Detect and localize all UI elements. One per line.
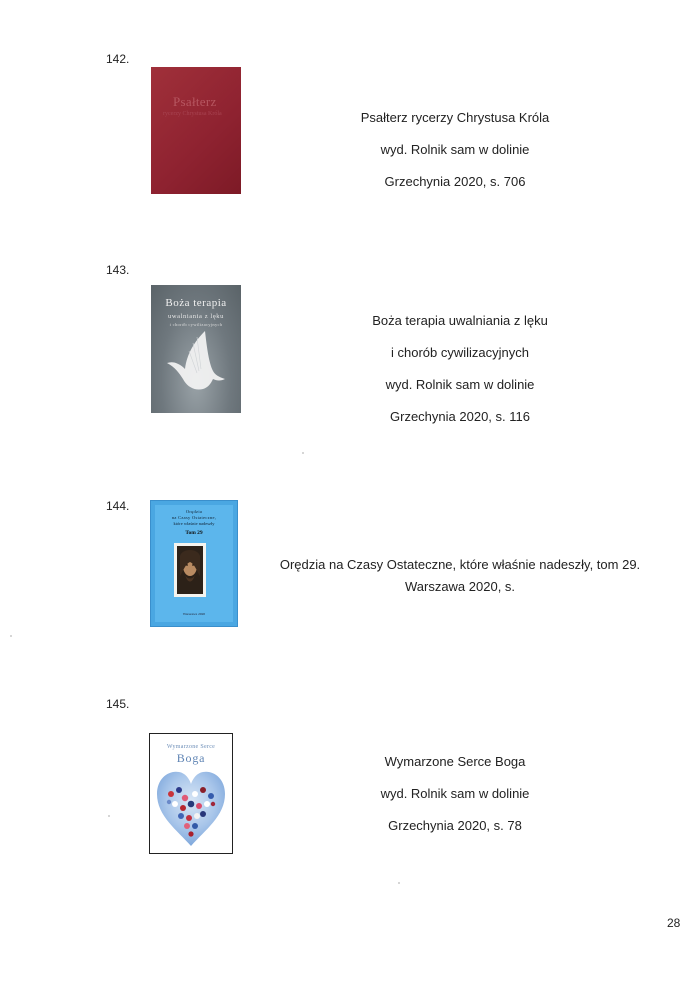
- cover-subtitle: uwalniania z lęku: [167, 313, 225, 320]
- description-title: Boża terapia uwalniania z lęku: [372, 313, 548, 328]
- description-title: Orędzia na Czasy Ostateczne, które właśnie nadeszły, tom 29.: [279, 557, 641, 572]
- scan-speck: [108, 815, 110, 817]
- entry-description-144: [270, 557, 650, 594]
- entry-number-145: 145.: [106, 697, 130, 711]
- book-cover-boza-terapia: [151, 285, 241, 413]
- book-cover-oredzia: [150, 500, 238, 627]
- description-place-year: Grzechynia 2020, s. 116: [390, 409, 530, 424]
- cover-title-2: Boga: [176, 751, 206, 765]
- page-number: 28: [667, 916, 681, 930]
- description-place-year: Grzechynia 2020, s. 706: [384, 174, 526, 189]
- cover-portrait: [174, 543, 206, 597]
- cover-title: Boża terapia: [165, 297, 227, 309]
- portrait-image: [177, 546, 203, 594]
- cover-heading-2: na Czasy Ostateczne,: [171, 515, 217, 520]
- description-publisher: wyd. Rolnik sam w dolinie: [380, 786, 530, 801]
- cover-footer: Warszawa 2020: [182, 612, 206, 616]
- book-cover-psalterz: [151, 67, 241, 194]
- description-publisher: wyd. Rolnik sam w dolinie: [385, 377, 535, 392]
- entry-description-145: [330, 754, 580, 833]
- heart-icon: [155, 760, 227, 848]
- entry-number-144: 144.: [106, 499, 130, 513]
- cover-subtitle-2: i chorób cywilizacyjnych: [169, 322, 223, 327]
- cover-heading-3: które właśnie nadeszły: [173, 521, 215, 526]
- description-publisher: wyd. Rolnik sam w dolinie: [380, 142, 530, 157]
- description-place-year: Warszawa 2020, s.: [404, 579, 516, 594]
- description-place-year: Grzechynia 2020, s. 78: [388, 818, 522, 833]
- cover-subtitle: rycerzy Chrystusa Króla: [163, 111, 222, 117]
- description-title: Psałterz rycerzy Chrystusa Króla: [360, 110, 550, 125]
- book-cover-wymarzone-serce: [149, 733, 233, 854]
- dove-icon: [165, 329, 227, 399]
- description-title: Wymarzone Serce Boga: [384, 754, 526, 769]
- cover-volume: Tom 29: [185, 530, 203, 536]
- entry-description-142: [330, 110, 580, 189]
- cover-title: Psałterz: [173, 94, 217, 109]
- scan-speck: [302, 452, 304, 454]
- cover-title: Wymarzone Serce: [166, 744, 216, 750]
- scan-speck: [398, 882, 400, 884]
- scan-speck: [10, 635, 12, 637]
- entry-description-143: [330, 313, 590, 424]
- description-title-continued: i chorób cywilizacyjnych: [391, 345, 529, 360]
- entry-number-142: 142.: [106, 52, 130, 66]
- entry-number-143: 143.: [106, 263, 130, 277]
- cover-heading: Orędzia: [185, 509, 203, 514]
